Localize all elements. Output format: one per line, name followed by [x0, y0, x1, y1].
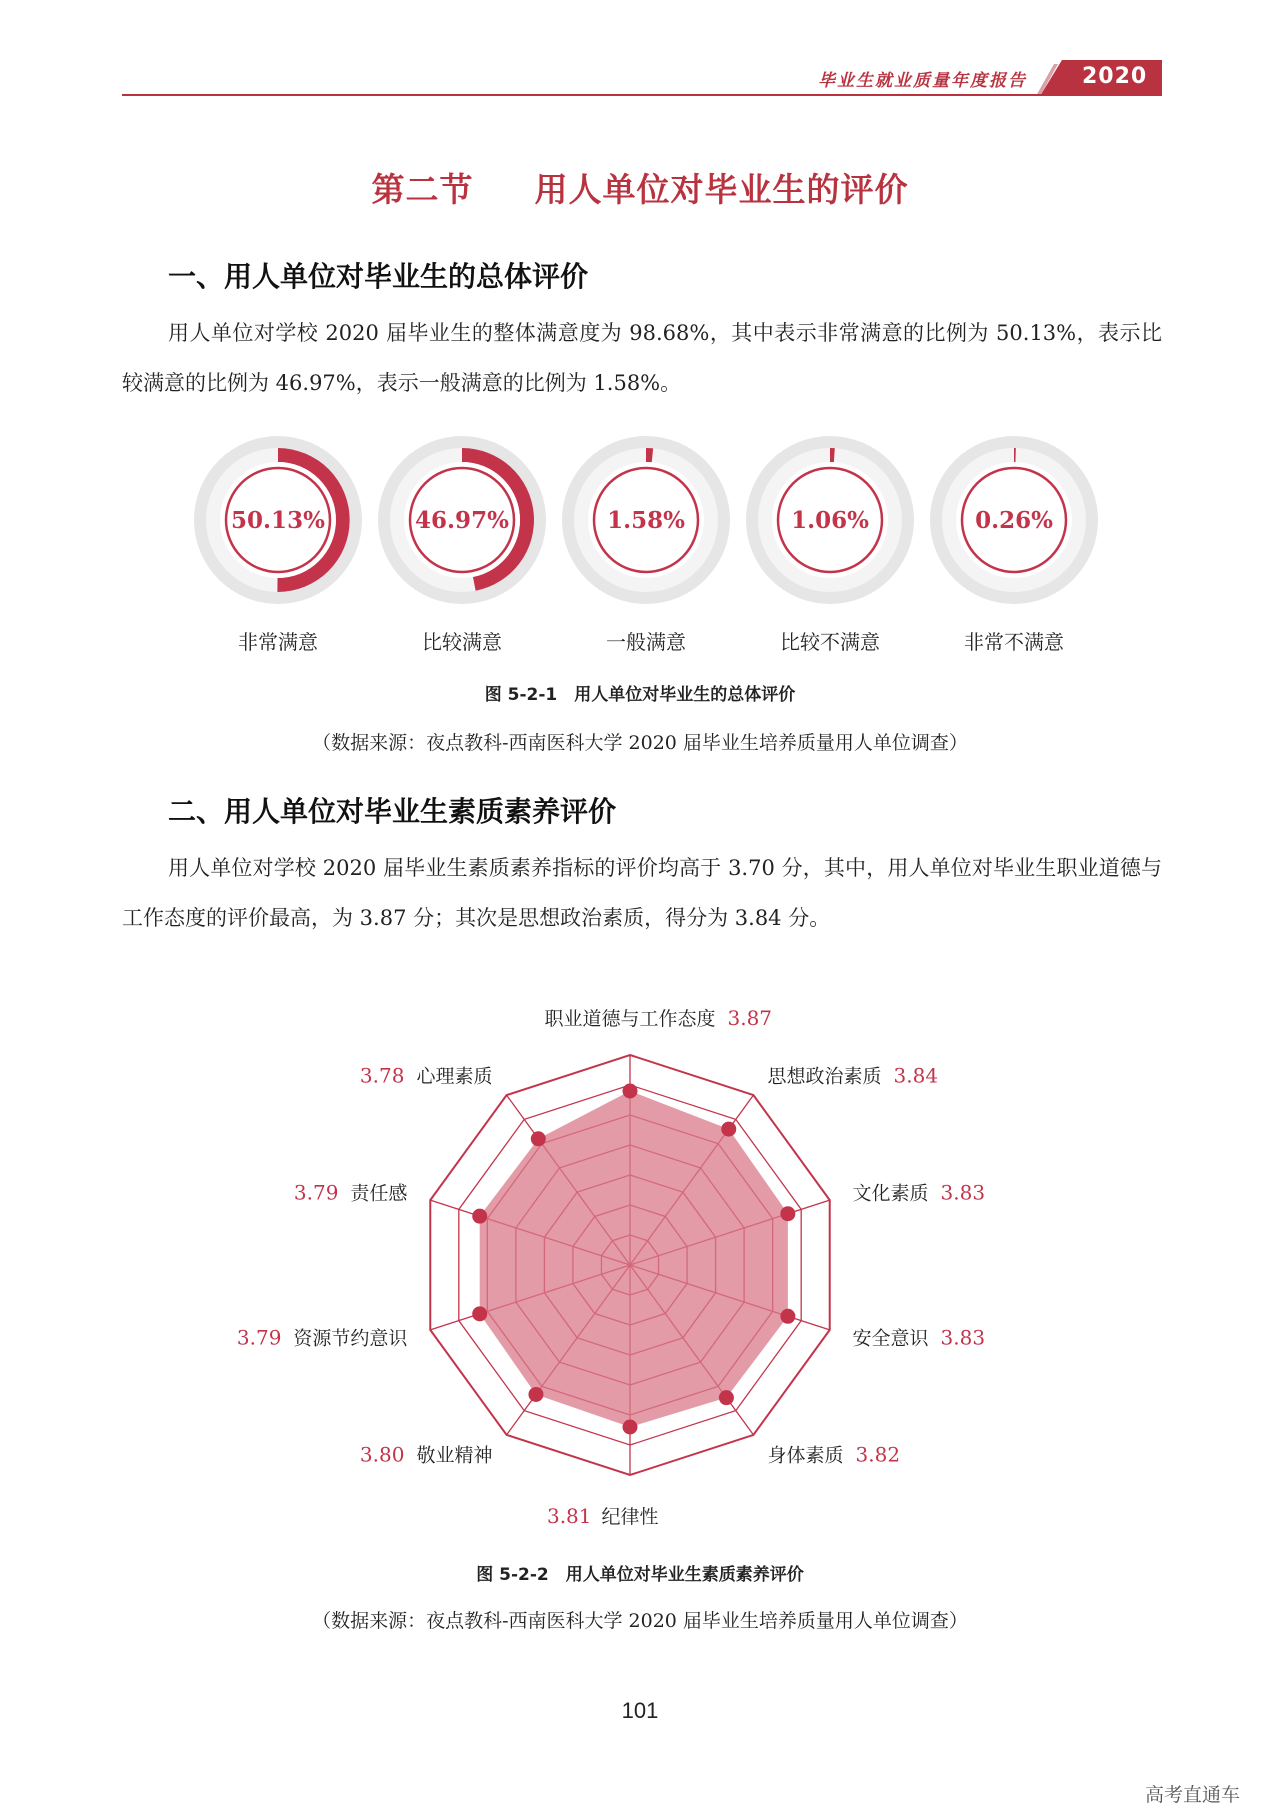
radar-chart: [200, 970, 1080, 1528]
heading-overall-evaluation: 一、用人单位对毕业生的总体评价: [168, 260, 589, 293]
radar-value-label: 3.80: [359, 1442, 405, 1467]
donut-chart: [188, 430, 368, 610]
donut-average: [556, 430, 736, 660]
donut-dissatisfied: [740, 430, 920, 660]
figure-caption-2: 图 5-2-2 用人单位对毕业生素质素养评价: [476, 1565, 804, 1585]
radar-point: [719, 1390, 734, 1405]
header-report-title: 毕业生就业质量年度报告: [818, 71, 1027, 91]
donut-value: 46.97%: [415, 507, 509, 534]
donut-chart: [372, 430, 552, 610]
donut-chart: [556, 430, 736, 610]
radar-value-label: 3.83: [940, 1325, 986, 1350]
donut-very-satisfied: [188, 430, 368, 660]
radar-point: [472, 1306, 487, 1321]
section-title: [0, 164, 1280, 211]
figure-source-1: （数据来源：夜点教科-西南医科大学 2020 届毕业生培养质量用人单位调查）: [312, 732, 968, 754]
radar-category-label: 身体素质: [767, 1444, 844, 1467]
radar-point: [721, 1122, 736, 1137]
radar-point: [623, 1420, 638, 1435]
radar-category-label: 思想政治素质: [767, 1065, 882, 1088]
donut-very-dissatisfied: [924, 430, 1104, 660]
radar-value-label: 3.83: [940, 1180, 986, 1205]
radar-category-label: 责任感: [350, 1182, 408, 1205]
figure-caption-1: 图 5-2-1 用人单位对毕业生的总体评价: [484, 685, 796, 705]
radar-category-label: 职业道德与工作态度: [544, 1008, 716, 1030]
page-number: 101: [621, 1698, 659, 1723]
radar-point: [472, 1209, 487, 1224]
radar-point: [780, 1309, 795, 1324]
radar-value-label: 3.84: [893, 1063, 939, 1088]
donut-chart: [740, 430, 920, 610]
donut-label: 比较不满意: [780, 630, 880, 654]
radar-area: [480, 1091, 788, 1427]
header-divider: [122, 94, 1162, 96]
watermark: 高考直通车: [1145, 1784, 1241, 1806]
donut-value: 50.13%: [231, 507, 325, 534]
donut-label: 一般满意: [606, 630, 686, 654]
radar-value-label: 3.78: [359, 1063, 405, 1088]
donut-label: 非常不满意: [964, 630, 1064, 654]
donut-value: 0.26%: [975, 507, 1053, 534]
radar-value-label: 3.79: [236, 1325, 282, 1350]
donut-label: 非常满意: [238, 630, 318, 654]
donut-value: 1.58%: [607, 507, 685, 534]
radar-value-label: 3.87: [727, 1006, 773, 1030]
section-title-text: 用人单位对毕业生的评价: [534, 170, 909, 209]
donut-value: 1.06%: [791, 507, 869, 534]
radar-category-label: 安全意识: [852, 1327, 929, 1350]
figure-source-2: （数据来源：夜点教科-西南医科大学 2020 届毕业生培养质量用人单位调查）: [312, 1610, 968, 1632]
donut-label: 比较满意: [422, 630, 502, 654]
radar-point: [623, 1084, 638, 1099]
radar-point: [531, 1131, 546, 1146]
section-number: 第二节: [371, 170, 474, 209]
radar-value-label: 3.82: [855, 1442, 901, 1467]
header-year: 2020: [1082, 64, 1148, 89]
radar-point: [780, 1206, 795, 1221]
donut-satisfied: [372, 430, 552, 660]
radar-value-label: 3.81: [546, 1504, 592, 1528]
paragraph-overall-evaluation: 用人单位对学校 2020 届毕业生的整体满意度为 98.68%，其中表示非常满意的比例为 50.13%，表示比较满意的比例为 46.97%，表示一般满意的比例为 1.58%。: [122, 321, 1162, 395]
donut-chart: [924, 430, 1104, 610]
radar-category-label: 心理素质: [416, 1065, 493, 1088]
radar-value-label: 3.79: [293, 1180, 339, 1205]
radar-point: [528, 1387, 543, 1402]
radar-category-label: 资源节约意识: [293, 1327, 408, 1350]
paragraph-quality-evaluation: 用人单位对学校 2020 届毕业生素质素养指标的评价均高于 3.70 分，其中，用人单位对毕业生职业道德与工作态度的评价最高，为 3.87 分；其次是思想政治素质，得分为 3.84 分。: [122, 856, 1162, 930]
radar-category-label: 纪律性: [601, 1506, 659, 1528]
radar-category-label: 敬业精神: [416, 1444, 493, 1467]
satisfaction-donuts: [0, 430, 1280, 660]
heading-quality-evaluation: 二、用人单位对毕业生素质素养评价: [168, 795, 617, 828]
radar-category-label: 文化素质: [852, 1182, 929, 1205]
